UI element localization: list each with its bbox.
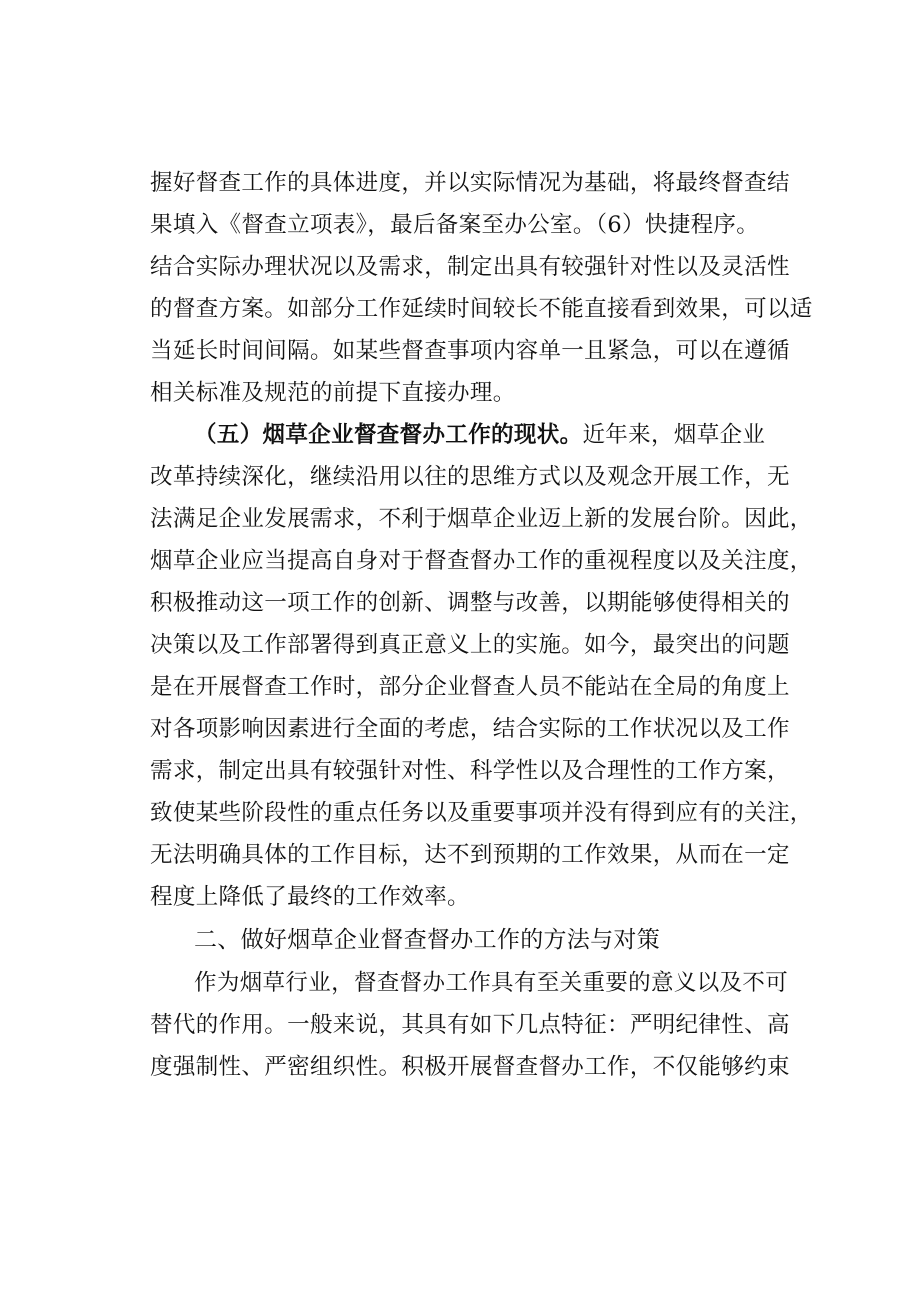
paragraph-1-line-1: 握好督查工作的具体进度，并以实际情况为基础，将最终督查结 — [150, 170, 790, 196]
section-heading-2: 二、做好烟草企业督查督办工作的方法与对策 — [194, 927, 660, 953]
paragraph-2-line-3: 法满足企业发展需求，不利于烟草企业迈上新的发展台阶。因此， — [150, 506, 813, 532]
paragraph-2-line-11: 无法明确具体的工作目标，达不到预期的工作效果，从而在一定 — [150, 842, 790, 868]
paragraph-1-line-2: 果填入《督查立项表》，最后备案至办公室。（6）快捷程序。 — [150, 212, 760, 238]
paragraph-2-line-6: 决策以及工作部署得到真正意义上的实施。如今，最突出的问题 — [150, 632, 790, 658]
paragraph-2-line-4: 烟草企业应当提高自身对于督查督办工作的重视程度以及关注度， — [150, 548, 813, 574]
paragraph-3-line-2: 替代的作用。一般来说，其具有如下几点特征：严明纪律性、高 — [150, 1012, 790, 1038]
paragraph-1-line-3: 结合实际办理状况以及需求，制定出具有较强针对性以及灵活性 — [150, 254, 790, 280]
paragraph-2-line-7: 是在开展督查工作时，部分企业督查人员不能站在全局的角度上 — [150, 674, 790, 700]
paragraph-2-line-12: 程度上降低了最终的工作效率。 — [150, 884, 470, 910]
paragraph-2-line-1-text: 近年来，烟草企业 — [582, 422, 766, 448]
paragraph-1-line-6: 相关标准及规范的前提下直接办理。 — [150, 380, 516, 406]
paragraph-2-line-10: 致使某些阶段性的重点任务以及重要事项并没有得到应有的关注， — [150, 800, 813, 826]
paragraph-1-line-5: 当延长时间间隔。如某些督查事项内容单一且紧急，可以在遵循 — [150, 338, 790, 364]
paragraph-2-line-5: 积极推动这一项工作的创新、调整与改善，以期能够使得相关的 — [150, 590, 790, 616]
paragraph-2-line-1 — [194, 420, 810, 450]
paragraph-2-line-9: 需求，制定出具有较强针对性、科学性以及合理性的工作方案， — [150, 758, 790, 784]
paragraph-1-line-4: 的督查方案。如部分工作延续时间较长不能直接看到效果，可以适 — [150, 296, 813, 322]
paragraph-2-line-8: 对各项影响因素进行全面的考虑，结合实际的工作状况以及工作 — [150, 716, 790, 742]
paragraph-3-line-3: 度强制性、严密组织性。积极开展督查督办工作，不仅能够约束 — [150, 1054, 790, 1080]
subsection-heading-5: （五）烟草企业督查督办工作的现状。 — [194, 422, 583, 448]
paragraph-2-line-2: 改革持续深化，继续沿用以往的思维方式以及观念开展工作，无 — [150, 464, 790, 490]
paragraph-3-line-1: 作为烟草行业，督查督办工作具有至关重要的意义以及不可 — [194, 970, 789, 996]
